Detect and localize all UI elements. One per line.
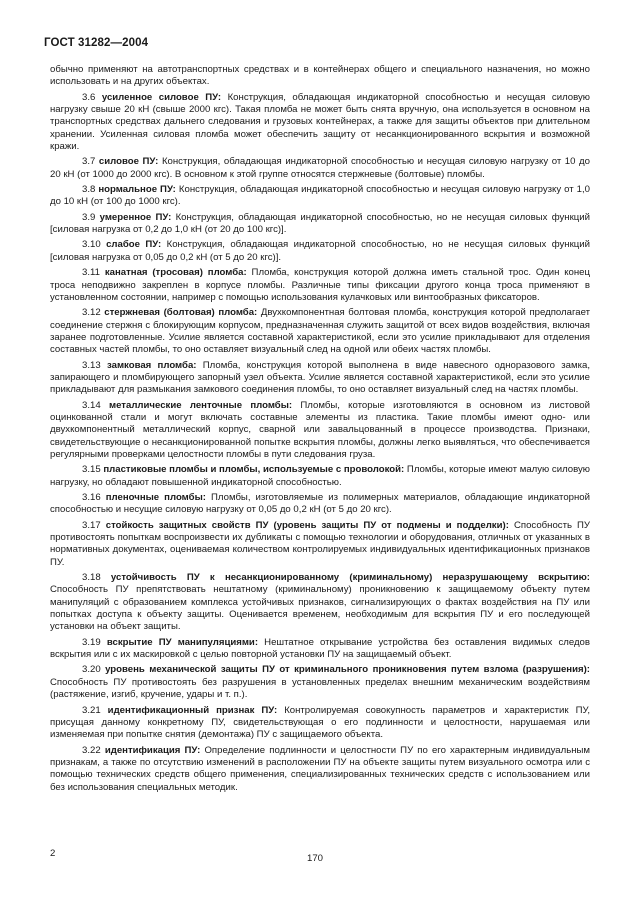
clause-term: стойкость защитных свойств ПУ (уровень защиты ПУ от подмены и подделки):: [105, 519, 509, 531]
clause-number: 3.16: [82, 492, 101, 503]
clause-term: уровень механической защиты ПУ от криминального проникновения путем взлома (разрушения):: [105, 664, 590, 676]
clause-paragraph: [50, 572, 590, 634]
sheet-number: 170: [306, 853, 323, 864]
clause-term: замковая пломба:: [106, 359, 197, 371]
clause-paragraph: [50, 92, 590, 154]
document-body: [50, 64, 590, 797]
clause-text: Пломбы, изготовляемые из полимерных материалов, обладающие индикаторной способностью и несущие силовую нагрузку от 0,05 до 0,2 кН (от 5 до 20 кгс).: [50, 492, 590, 516]
clause-number: 3.6: [82, 91, 96, 103]
clause-number: 3.18: [82, 572, 101, 584]
clause-text: Пломба, конструкция которой выполнена в виде навесного одноразового замка, запирающего и пломбирующего запорный узел объекта. Усилие является составной характеристикой, если это усилие прикладывают для размыкания замкового соединения пломбы, то оно оставляет визуальный след на частях пломбы.: [50, 359, 591, 396]
clause-paragraph: [50, 360, 590, 397]
clause-text: Пломбы, которые изготовляются в основном из листовой оцинкованной стали и могут включать составные элементы из пластика. Такие пломбы имеют одно- или двухкомпонентный металлический корпус, сварной или завальцованный в процессе производства. Признаки, свидетельствующие о несанкционированной попытке вскрытия пломбы, должны легко выявляться, что обеспечивается регулярными проверками целостности пломбы в пути следования груза.: [50, 399, 590, 460]
clause-text: Конструкция, обладающая индикаторной способностью и несущая силовую нагрузку от 1,0 до 10 кН (от 100 до 1000 кгс).: [50, 184, 590, 208]
clause-term: устойчивость ПУ к несанкционированному (криминальному) неразрушающему вскрытию:: [110, 572, 590, 584]
clause-term: умеренное ПУ:: [99, 211, 172, 223]
clause-text: Конструкция, обладающая индикаторной способностью и несущая силовую нагрузку свыше 20 кН (свыше 2000 кгс). Такая пломба не может быть снята вручную, она используется в основном на транспортных средствах дальнего следования и грузовых контейнерах, а также для защиты объектов при длительном хранении. Усиленная силовая пломба может обеспечить защиту от несанкционированного вскрытия и возможной кражи.: [50, 91, 591, 153]
clause-term: идентификационный признак ПУ:: [107, 704, 278, 716]
clause-paragraph: [50, 520, 590, 569]
clause-term: стержневая (болтовая) пломба:: [104, 307, 258, 319]
clause-number: 3.9: [82, 211, 96, 223]
clause-number: 3.21: [82, 704, 101, 716]
clause-number: 3.22: [82, 744, 101, 756]
clause-text: Способность ПУ препятствовать нештатному (криминальному) проникновению к защищаемому объекту путем манипуляций с образованием комплекса устойчивых признаков, сигнализирующих о фактах воздействия на ПУ или попытках доступа к объекту защиты. Оценивается временем, необходимым для вскрытия ПУ и его последующей установки на объект защиты.: [50, 584, 590, 633]
clause-text: Двухкомпонентная болтовая пломба, конструкция которой предполагает соединение стержня с блокирующим корпусом, предназначенная служить защитой от всех видов воздействия, включая заранее подготовленные. Усилие является составной характеристикой, если это усилие прикладывают для отделения составных частей пломбы, то оно оставляет визуальный след на одной или обеих частях пломбы.: [50, 307, 590, 356]
clause-text: Конструкция, обладающая индикаторной способностью, но не несущая силовых функций [силовая нагрузка от 0,05 до 0,2 кН (от 5 до 20 кгс)].: [50, 239, 591, 263]
clause-paragraph: [50, 492, 590, 517]
clause-text: Способность ПУ противостоять попыткам воспроизвести их дубликаты с помощью технологии и оборудования, отличных от указанных в нормативных документах, оцениваемая количеством контролируемых индивидуальных идентификационных признаков ПУ.: [50, 519, 590, 568]
clause-paragraph: [50, 705, 590, 742]
clause-number: 3.7: [82, 156, 96, 168]
clause-paragraph: [50, 212, 590, 237]
clause-term: силовое ПУ:: [98, 156, 159, 168]
clause-number: 3.10: [82, 239, 101, 251]
page-number: 2: [50, 848, 56, 859]
clause-number: 3.17: [82, 519, 101, 531]
clause-paragraph: [50, 184, 590, 209]
clause-text: Пломбы, которые имеют малую силовую нагрузку, но обладают повышенной индикаторной способностью.: [50, 464, 591, 488]
intro-paragraph: обычно применяют на автотранспортных средствах и в контейнерах общего и специального назначения, но можно использовать и на других объектах.: [50, 64, 590, 88]
clause-term: металлические ленточные пломбы:: [108, 399, 293, 411]
clause-term: пленочные пломбы:: [105, 492, 206, 503]
clause-number: 3.13: [82, 359, 101, 371]
clause-term: нормальное ПУ:: [98, 184, 176, 196]
clause-paragraph: [50, 664, 590, 701]
clause-number: 3.14: [82, 399, 101, 411]
clause-number: 3.8: [82, 184, 96, 196]
clause-term: усиленное силовое ПУ:: [101, 91, 222, 103]
clause-text: Способность ПУ противостоять без разрушения в установленных пределах внешним механическим воздействиям (растяжение, изгиб, кручение, удары и т. п.).: [50, 676, 590, 701]
clause-paragraph: [50, 464, 590, 489]
clause-number: 3.20: [82, 664, 101, 676]
clause-paragraph: [50, 400, 590, 462]
clause-paragraph: [50, 267, 590, 304]
clause-text: Конструкция, обладающая индикаторной способностью, но не несущая силовых функций [силовая нагрузка от 0,2 до 1,0 кН (от 20 до 100 кгс)].: [50, 211, 590, 236]
clause-term: слабое ПУ:: [106, 239, 162, 251]
clause-paragraph: [50, 239, 590, 264]
clause-paragraph: [50, 307, 590, 356]
clause-term: вскрытие ПУ манипуляциями:: [106, 636, 259, 648]
clause-number: 3.11: [82, 267, 100, 279]
clause-term: пластиковые пломбы и пломбы, используемые с проволокой:: [103, 464, 405, 476]
clause-number: 3.19: [82, 636, 101, 648]
clause-number: 3.12: [82, 307, 101, 319]
clause-term: канатная (тросовая) пломба:: [104, 267, 247, 279]
clause-text: Нештатное открывание устройства без оставления видимых следов вскрытия или с их маскировкой с целью повторной установки ПУ на защищаемый объект.: [50, 636, 590, 661]
clause-text: Пломба, конструкция которой должна иметь стальной трос. Один конец троса неподвижно закреплен в корпусе пломбы. Различные типы фиксации другого конца троса применяют в установленном состоянии, например с помощью использования кулачковых или винтообразных фиксаторов.: [50, 267, 590, 303]
clause-term: идентификация ПУ:: [104, 744, 201, 756]
clause-paragraph: [50, 637, 590, 662]
clause-text: Конструкция, обладающая индикаторной способностью и несущая силовую нагрузку от 10 до 20 кН (от 1000 до 2000 кгс). В основном к этой группе относятся стержневые (болтовые) пломбы.: [50, 156, 590, 180]
clause-paragraph: [50, 745, 590, 794]
clause-number: 3.15: [82, 464, 101, 476]
document-header: ГОСТ 31282—2004: [44, 37, 149, 49]
clause-paragraph: [50, 156, 590, 181]
clause-text: Определение подлинности и целостности ПУ по его характерным индивидуальным признакам, а также по отсутствию изменений в расположении ПУ на объекте защиты путем визуального осмотра или с помощью технических средств общего применения, специализированных технических средств с использованием или без использования специальных методик.: [50, 744, 591, 793]
clause-text: Контролируемая совокупность параметров и характеристик ПУ, присущая данному конкретному ПУ, свидетельствующая о его подлинности и целостности, нарушаемая или изменяемая при попытке снятия (демонтажа) ПУ с защищаемого объекта.: [50, 704, 590, 741]
